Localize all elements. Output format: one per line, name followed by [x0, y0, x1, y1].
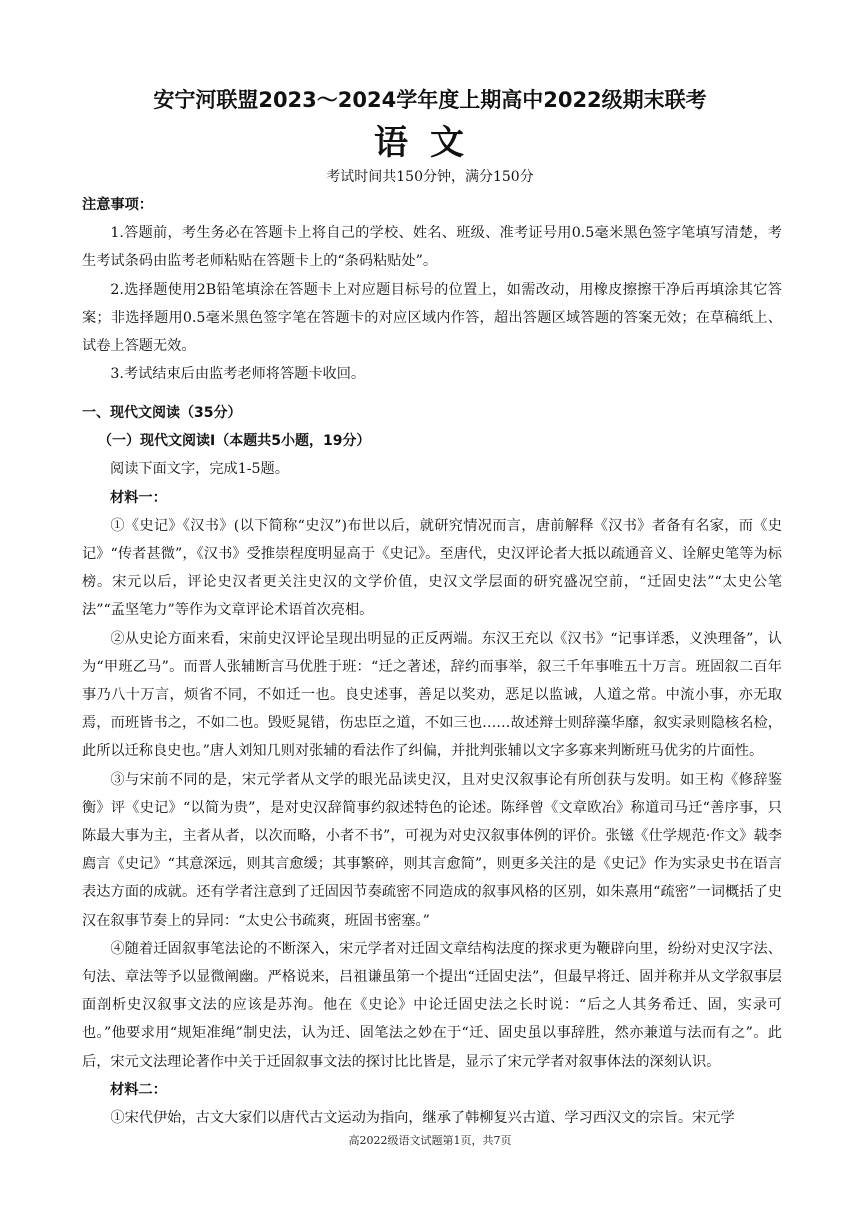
material-1-paragraph: ④随着迁固叙事笔法论的不断深入，宋元学者对迁固文章结构法度的探求更为鞭辟向里，纷纷对史汉字法、句法、章法等予以显微阐幽。严格说来，吕祖谦虽第一个提出“迁固史法”，但最早将迁、固并称并从文学叙事层面剖析史汉叙事文法的应该是苏洵。他在《史论》中论迁固史法之长时说：“后之人其务希迁、固，实录可也。”他要求用“规矩准绳”制史法，认为迁、固笔法之妙在于“迁、固史虽以事辞胜，然亦兼道与法而有之”。此后，宋元文法理论著作中关于迁固叙事文法的探讨比比皆是，显示了宋元学者对叙事体法的深刻认识。: [82, 940, 782, 1070]
notice-item: 2.选择题使用2B铅笔填涂在答题卡上对应题目标号的位置上，如需改动，用橡皮擦擦干净后再填涂其它答案；非选择题用0.5毫米黑色签字笔在答题卡的对应区域内作答，超出答题区域答题的答案无效；在草稿纸上、试卷上答题无效。: [82, 281, 782, 355]
material-1-paragraph: ①《史记》《汉书》(以下简称“史汉”)布世以后，就研究情况而言，唐前解释《汉书》者备有名家，而《史记》“传者甚微”，《汉书》受推崇程度明显高于《史记》。至唐代，史汉评论者大抵以疏通音义、诠解史笔等为标榜。宋元以后，评论史汉者更关注史汉的文学价值，史汉文学层面的研究盛况空前，“迁固史法”“太史公笔法”“孟坚笔力”等作为文章评论术语首次亮相。: [82, 517, 782, 619]
notice-heading: 注意事项：: [82, 197, 153, 213]
page-footer: 高2022级语文试题第1页，共7页: [348, 1134, 512, 1147]
material-1-paragraph: ③与宋前不同的是，宋元学者从文学的眼光品读史汉，且对史汉叙事论有所创获与发明。如王构《修辞鉴衡》评《史记》“以简为贵”，是对史汉辞简事约叙述特色的论述。陈绎曾《文章欧冶》称道司马迁“善序事，只陈最大事为主，主者从者，以次而略，小者不书”，可视为对史汉叙事体例的评价。张镃《仕学规范·作文》载李廌言《史记》“其意深远，则其言愈缓；其事繁碎，则其言愈简”，则更多关注的是《史记》作为实录史书在语言表达方面的成就。还有学者注意到了迁固因节奏疏密不同造成的叙事风格的区别，如朱熹用“疏密”一词概括了史汉在叙事节奏上的异同：“太史公书疏爽，班固书密塞。”: [82, 771, 782, 929]
notice-item: 3.考试结束后由监考老师将答题卡收回。: [110, 366, 366, 383]
section-title: 一、现代文阅读（35分）: [82, 405, 242, 421]
material-2-paragraph: ①宋代伊始，古文大家们以唐代古文运动为指向，继承了韩柳复兴古道、学习西汉文的宗旨。宋元学: [110, 1110, 735, 1127]
subject-title: 语文: [374, 123, 486, 163]
exam-info: 考试时间共150分钟，满分150分: [326, 169, 534, 185]
exam-title: 安宁河联盟2023～2024学年度上期高中2022级期末联考: [153, 88, 707, 112]
subsection-title: （一）现代文阅读Ⅰ（本题共5小题，19分）: [98, 433, 371, 450]
reading-section: [82, 399, 782, 1132]
material-2-label: 材料二：: [110, 1081, 167, 1098]
reading-instruction: 阅读下面文字，完成1-5题。: [110, 461, 289, 478]
notice-section: [82, 191, 782, 388]
material-1-paragraph: ②从史论方面来看，宋前史汉评论呈现出明显的正反两端。东汉王充以《汉书》“记事详悉，义泱理备”，认为“甲班乙马”。而晋人张辅断言马优胜于班：“迁之著述，辞约而事举，叙三千年事唯五十万言。班固叙二百年事乃八十万言，烦省不同，不如迁一也。良史述事，善足以奖劝，恶足以监诫，人道之常。中流小事，亦无取焉，而班皆书之，不如二也。毁贬晁错，伤忠臣之道，不如三也……故述辩士则辞藻华靡，叙实录则隐核名检，此所以迁称良史也。”唐人刘知几则对张辅的看法作了纠偏，并批判张辅以文字多寡来判断班马优劣的片面性。: [82, 630, 782, 760]
material-1-label: 材料一：: [110, 489, 167, 506]
notice-item: 1.答题前，考生务必在答题卡上将自己的学校、姓名、班级、准考证号用0.5毫米黑色签字笔填写清楚，考生考试条码由监考老师粘贴在答题卡上的“条码粘贴处”。: [82, 225, 782, 270]
